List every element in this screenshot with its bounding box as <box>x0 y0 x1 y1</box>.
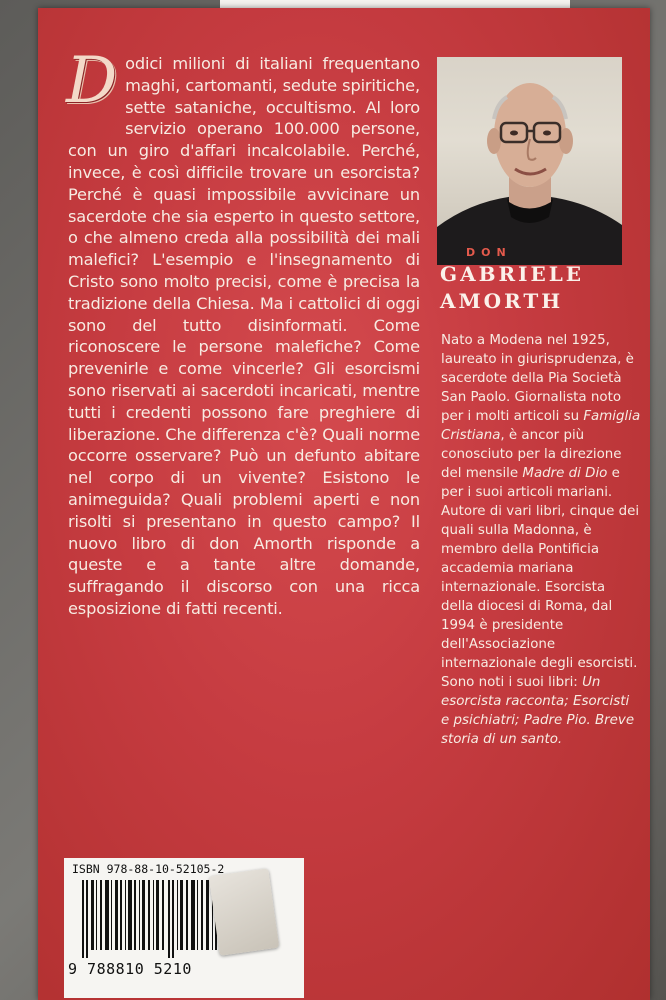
price-sticker <box>209 868 280 956</box>
bio-part-1: Nato a Modena nel 1925, laureato in giurisprudenza, è sacerdote della Pia Società San Paolo. Giornalista noto per i molti articoli su <box>441 333 634 424</box>
blurb-text <box>66 44 420 620</box>
bio-book-titles: Un esorcista racconta; Esorcisti e psichiatri; Padre Pio. Breve storia di un santo. <box>441 675 635 747</box>
author-last-name: AMORTH <box>440 289 564 313</box>
author-title: DON <box>466 246 512 259</box>
isbn-number: ISBN 978-88-10-52105-2 <box>72 862 225 876</box>
author-first-name: GABRIELE <box>440 262 585 286</box>
blurb-body: odici milioni di italiani frequentano maghi, cartomanti, sedute spiritiche, sette sataniche, occultismo. Al loro servizio operano 100.000 persone, con un giro d'affari incalcolabile. Perché, invece, è così difficile trovare un esorcista? Perché è quasi impossibile avvicinare un sacerdote che sia esperto in questo settore, o che almeno creda alla possibilità dei mali malefici? L'esempio e l'insegnamento di Cristo sono molto precisi, come è precisa la tradizione della Chiesa. Ma i cattolici di oggi sono del tutto disinformati. Come riconoscere le persone malefiche? Come prevenirle e come vincerle? Gli esorcismi sono riservati ai sacerdoti incaricati, mentre tutti i credenti possono fare preghiere di liberazione. Che differenza c'è? Quali norme occorre osservare? Può un defunto abitare nel corpo di un vivente? Esistono le animeguida? Quali problemi aperti e non risolti si presentano in questo campo? Il nuovo libro di don Amorth risponde a queste e a tante altre domande, suffragando il discorso con una ricca esposizione di fatti recenti. <box>68 54 420 618</box>
bio-part-3: e per i suoi articoli mariani. Autore di vari libri, cinque dei quali sulla Madonna, è membro della Pontificia accademia mariana internazionale. Esorcista della diocesi di Roma, dal 1994 è presidente dell'Associazione internazionale degli esorcisti. Sono noti i suoi libri: <box>441 466 640 690</box>
bio-monthly-title: Madre di Dio <box>522 466 608 481</box>
author-bio <box>441 331 641 749</box>
barcode-digits: 9 788810 5210 <box>68 960 192 978</box>
bio-part-2: , è ancor più conosciuto per la direzione del mensile <box>441 428 622 481</box>
author-photo <box>437 57 622 265</box>
dropcap-letter: D <box>66 44 118 118</box>
bio-magazine-title: Famiglia Cristiana <box>441 409 641 443</box>
